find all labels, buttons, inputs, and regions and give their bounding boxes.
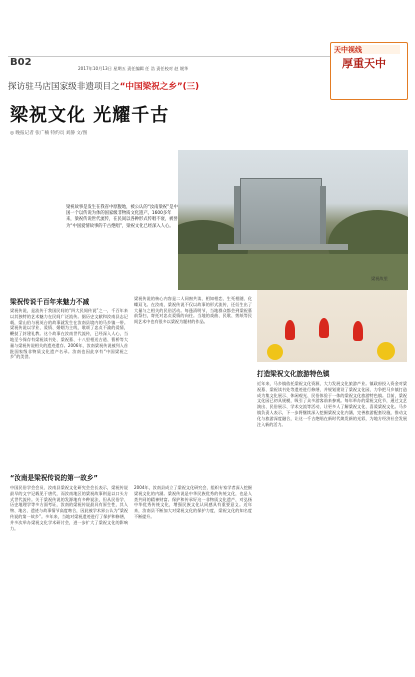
byline: ◎ 晚报记者 张广楠 特约员 刘静 文/图 [10,131,88,136]
stele-base [218,244,348,250]
masthead-top: 天中视线 [334,45,400,54]
page-code: B02 [10,57,32,68]
left-column-text: 梁祝传说，是流传于我国民间的“四大民间传说”之一，千百年来以其独特的艺术魅力在民间广泛流传。据历史文献和汝南县志记载，梁山伯与祝英台的故事就发生在汝南县境内的马乡镇一带。梁祝传说以学业、爱情、婚姻为主线，歌颂了忠贞不渝的爱情，鞭挞了封建礼教。这个故事在汝南世代流传，已经深入人心，当地至今保存有梁祝读书处、梁祝墓、十八里相送古道、曹桥等大量与梁祝传说相关的遗迹遗存。2006年，汝南梁祝传说被列入首批国家级非物质文化遗产名录。汝南也因此享有“中国梁祝之乡”的美誉。 [10,308,128,360]
left-column-text: 中国民俗学会会员、汝南县梁祝文化研究会会长表示，梁祝传说最早的文字记载见于唐代，而汝南地区的梁祝故事则是以口头方式世代流传。关于梁祝传说的发源地有多种说法，但从民俗学、历史地理学等多方面考证，汝南的梁祝传说最具有原生性，其人物、地名、遗迹与故事情节高度吻合，因此被学术界公认为“梁祝传说的第一故乡”。多年来，当地对梁祝遗迹进行了保护和修缮，并多次举办梁祝文化学术研讨会，进一步扩大了梁祝文化的影响力。 [10,485,128,531]
middle-column-text: 梁祝传说的核心内容是二人同窗共读、相知相恋、生死相随、化蝶双飞。在汝南，梁祝传说不仅以故事的形式流传，还衍生出了大量与之相关的民俗活动。每逢清明节，当地群众都会到梁祝墓前祭扫，寄托对忠贞爱情的向往。当地的戏曲、民歌、剪纸等民间艺术中也有很多以梁祝为题材的作品。 [134,296,252,325]
flower-decoration [377,342,395,360]
section-title-hometown: “汝南是梁祝传说的第一故乡” [10,474,98,482]
masthead-main: 厚重天中 [342,57,386,70]
right-column-text: 近年来，马乡镇依托梁祝文化资源，大力发展文化旅游产业。镇政府投入资金对梁祝墓、梁祝读书处等遗迹进行修缮，并规划建设了梁祝文化园，力争把马乡镇打造成为集文化展示、休闲观光、民俗体验于一体的梁祝文化旅游特色镇。目前，梁祝文化园已初具规模，吸引了众多游客前来参观。每年举办的梁祝文化节，通过文艺演出、民俗展示、学术交流等活动，让更多人了解梁祝文化、喜爱梁祝文化。马乡镇负责人表示，下一步将继续深入挖掘梁祝文化内涵，完善旅游配套设施，推动文化与旅游深度融合，让这一千古绝唱在新时代焕发新的光彩，为地方经济社会发展注入新的活力。 [257,381,407,427]
stele-pillar [320,186,326,246]
article-subtitle [8,80,199,92]
subtitle-highlight: “中国梁祝之乡”(三) [119,82,200,92]
article-headline: 梁祝文化 光耀千古 [10,105,170,126]
dancer-figure [285,320,295,340]
grass-area [178,254,408,290]
dancer-figure [319,318,329,338]
middle-column-text: 2004年，汝南县成立了梁祝文化研究会，组织专家学者深入挖掘梁祝文化的内涵。梁祝传说是中华民族优秀的传统文化，也是人类共同的精神财富。保护和传承好这一非物质文化遗产，对弘扬中华优秀传统文化，增强民族文化认同感具有重要意义。近年来，汝南县不断加大对梁祝文化的保护力度，梁祝文化的知名度不断提升。 [134,485,252,519]
subtitle-prefix: 探访驻马店国家级非遗项目之 [8,82,120,92]
section-title-legend: 梁祝传说千百年来魅力不减 [10,298,90,306]
dateline: 2017年10月13日 星期五 责任编辑 任 浩 责任校对 赵 媛华 [78,66,189,71]
photo-caption: 梁祝故里 [371,276,388,281]
section-title-tourism: 打造梁祝文化旅游特色镇 [257,370,330,378]
performance-photo [257,290,407,362]
stele-slab [240,178,322,248]
stele-photo [178,150,408,290]
flower-decoration [267,344,283,360]
stele-pillar [234,186,240,246]
intro-paragraph: 梁祝故事是发生在我省中原腹地，被公认的“汝南梁祝”是中国一个以传说为体的国家级非物质文化遗产。1600多年来，梁祝传说世代流传，在民间以各种形式传唱不衰，被誉为“中国爱情故事的千古绝唱”，梁祝文化已经深入人心。 [66,205,178,229]
dancer-figure [353,321,363,341]
